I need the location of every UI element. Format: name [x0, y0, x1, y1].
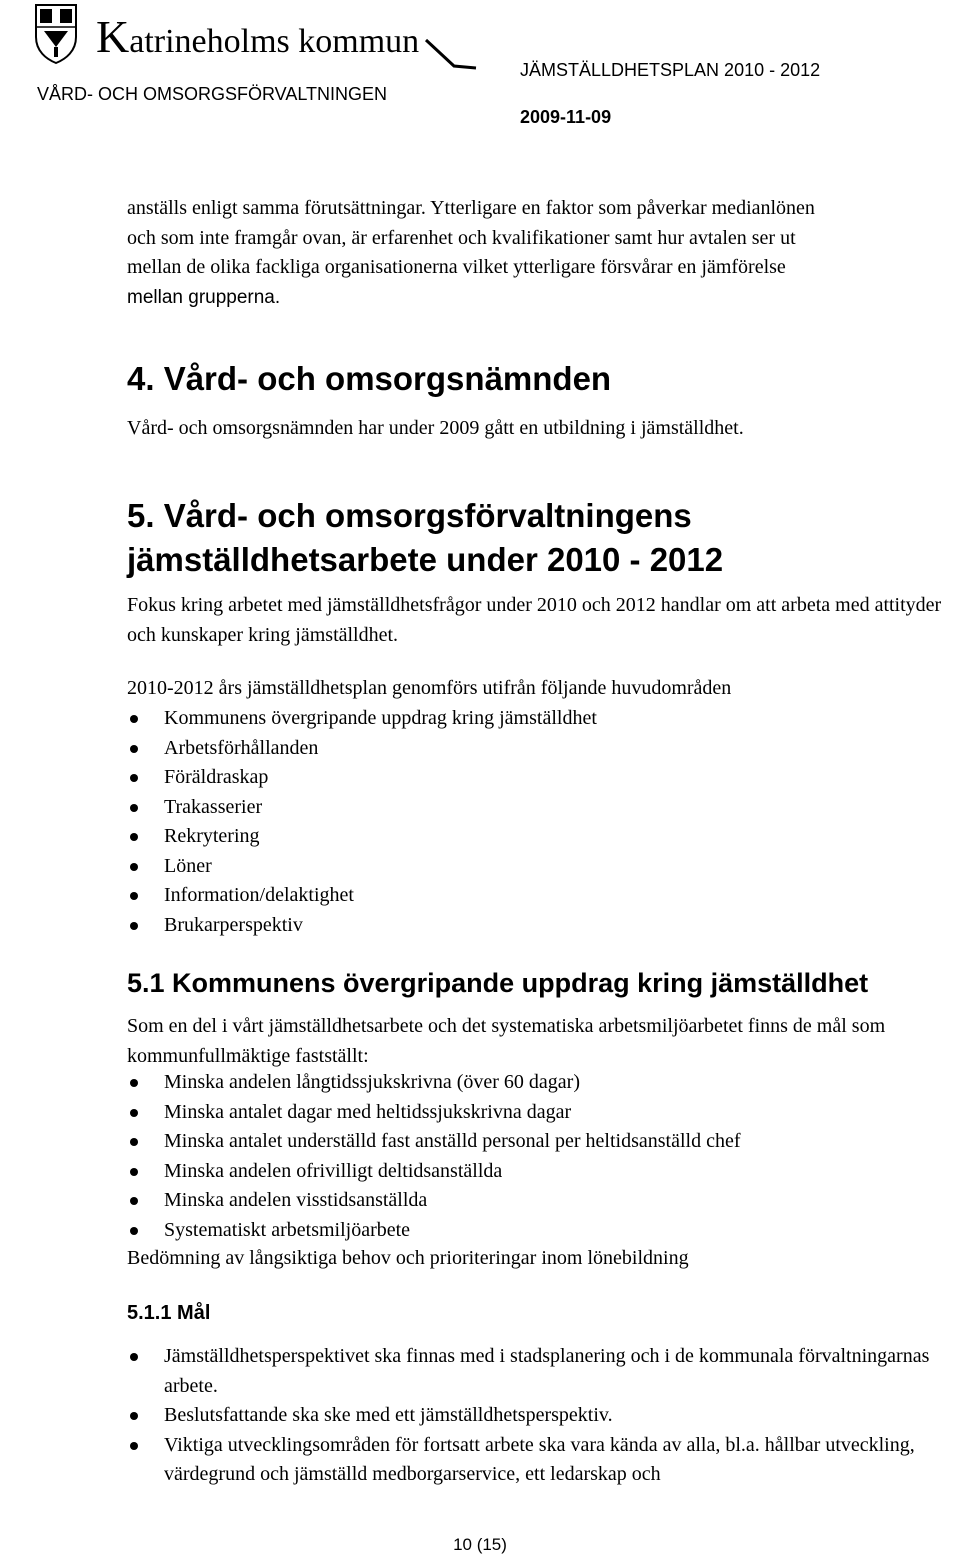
focus-areas-intro: 2010-2012 års jämställdhetsplan genomförs utifrån följande huvudområden [127, 677, 732, 699]
targets-list [127, 1342, 957, 1490]
list-item: Minska antalet underställd fast anställd personal per heltidsanställd chef [127, 1127, 957, 1157]
intro-line: mellan de olika fackliga organisationerna vilket ytterligare försvårar en jämförelse [127, 256, 786, 278]
list-item: Trakasserier [127, 793, 957, 823]
document-date: 2009-11-09 [520, 107, 612, 127]
list-item: Minska andelen ofrivilligt deltidsanställda [127, 1157, 957, 1187]
intro-line: och som inte framgår ovan, är erfarenhet och kvalifikationer samt hur avtalen ser ut [127, 226, 796, 249]
list-item: Systematiskt arbetsmiljöarbete [127, 1216, 957, 1246]
intro-line: mellan grupperna. [127, 286, 281, 308]
list-item: Jämställdhetsperspektivet ska finnas med i stadsplanering och i de kommunala förvaltningarnas arbete. [127, 1342, 957, 1401]
list-item: Arbetsförhållanden [127, 734, 957, 764]
focus-areas-list [127, 704, 957, 940]
section-5-1-text: Som en del i vårt jämställdhetsarbete och det systematiska arbetsmiljöarbetet finns de mål som kommunfullmäktige fastställt: [127, 1015, 886, 1067]
intro-line: anställs enligt samma förutsättningar. Ytterligare en faktor som påverkar medianlönen [127, 197, 815, 219]
section-5-text: Fokus kring arbetet med jämställdhetsfrågor under 2010 och 2012 handlar om att arbeta med attityder och kunskaper kring jämställdhet. [127, 594, 942, 646]
section-5-heading-line-1: 5. Vård- och omsorgsförvaltningens [127, 497, 692, 534]
list-item: Minska antalet dagar med heltidssjukskrivna dagar [127, 1098, 957, 1128]
page-number: 10 (15) [453, 1535, 507, 1554]
organization-name: Katrineholms kommun [96, 11, 420, 62]
list-item: Information/delaktighet [127, 881, 957, 911]
section-4-text: Vård- och omsorgsnämnden har under 2009 gått en utbildning i jämställdhet. [127, 417, 744, 439]
list-item: Beslutsfattande ska ske med ett jämställdhetsperspektiv. [127, 1401, 957, 1431]
list-item: Löner [127, 852, 957, 882]
municipality-crest-logo [34, 3, 78, 65]
section-5-1-after-text: Bedömning av långsiktiga behov och prioriteringar inom lönebildning [127, 1247, 689, 1269]
document-title: JÄMSTÄLLDHETSPLAN 2010 - 2012 [520, 60, 821, 80]
list-item: Kommunens övergripande uppdrag kring jämställdhet [127, 704, 957, 734]
section-5-1-1-heading: 5.1.1 Mål [127, 1302, 211, 1324]
list-item: Minska andelen långtidssjukskrivna (över 60 dagar) [127, 1068, 957, 1098]
department-name: VÅRD- OCH OMSORGSFÖRVALTNINGEN [37, 84, 388, 104]
list-item: Brukarperspektiv [127, 911, 957, 941]
section-5-1-heading: 5.1 Kommunens övergripande uppdrag kring jämställdhet [127, 968, 869, 998]
list-item: Rekrytering [127, 822, 957, 852]
list-item: Minska andelen visstidsanställda [127, 1186, 957, 1216]
section-5-heading-line-2: jämställdhetsarbete under 2010 - 2012 [127, 541, 724, 578]
section-4-heading: 4. Vård- och omsorgsnämnden [127, 360, 612, 397]
goals-list [127, 1068, 957, 1245]
intro-paragraph [127, 194, 957, 312]
list-item: Föräldraskap [127, 763, 957, 793]
list-item: Viktiga utvecklingsområden för fortsatt arbete ska vara kända av alla, bl.a. hållbar utveckling, värdegrund och jämställd medborgarservice, ett ledarskap och [127, 1431, 957, 1490]
logo-swoosh [424, 36, 478, 70]
